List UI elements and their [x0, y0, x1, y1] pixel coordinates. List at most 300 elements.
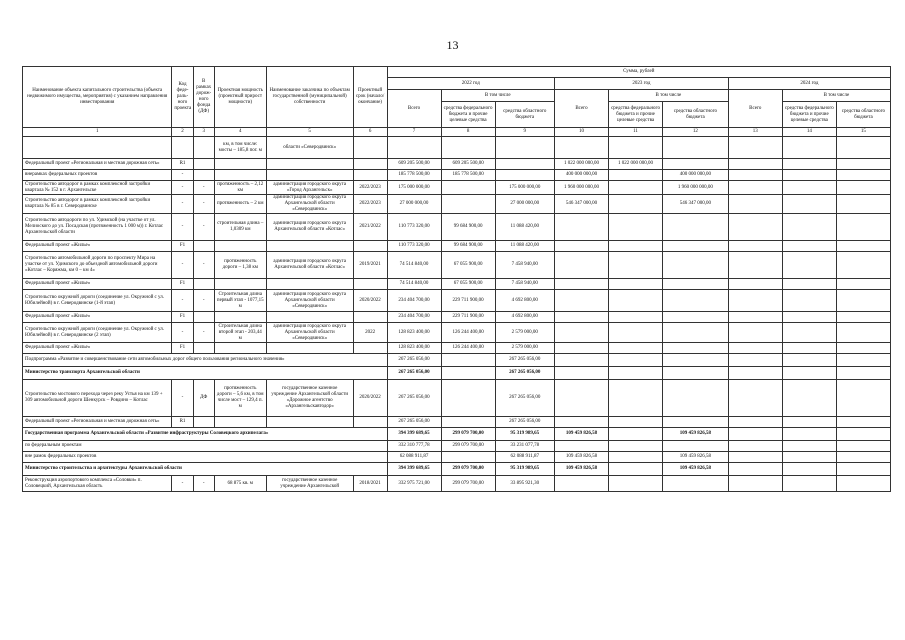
amount-t23 — [554, 241, 608, 252]
row-title: Государственная программа Архангельской области «Развитие инфраструктуры Соловецкого архипелага» — [23, 428, 388, 441]
amount-r22: 175 000 000,00 — [495, 181, 554, 195]
object-name: Федеральный проект «Жилье» — [23, 241, 172, 252]
amount-f22: 126 244 400,00 — [441, 343, 495, 354]
amount-r24 — [836, 214, 890, 241]
amount-r24 — [836, 441, 890, 452]
header-regional: средства областного бюджета — [663, 102, 729, 128]
amount-r23 — [663, 159, 729, 170]
amount-r23: 109 459 826,58 — [663, 463, 729, 476]
amount-r22 — [495, 170, 554, 181]
table-row — [23, 241, 891, 252]
customer: администрация городского округа Архангельской области «Северодвинск» — [266, 323, 353, 343]
table-row — [23, 137, 891, 159]
column-number: 11 — [609, 128, 663, 137]
amount-t23 — [554, 279, 608, 290]
amount-r23 — [663, 279, 729, 290]
capacity: строительная длина – 1,0309 км — [214, 214, 266, 241]
road-fund-mark — [193, 137, 214, 159]
road-fund-mark: - — [193, 476, 214, 492]
amount-f24 — [782, 463, 836, 476]
road-fund-mark — [193, 417, 214, 428]
amount-r24 — [836, 195, 890, 214]
design-period — [353, 279, 387, 290]
amount-t22: 609 205 500,00 — [387, 159, 441, 170]
amount-f23 — [609, 367, 663, 380]
column-number: 10 — [554, 128, 608, 137]
amount-r23 — [663, 323, 729, 343]
amount-r22: 27 000 000,00 — [495, 195, 554, 214]
table-row — [23, 343, 891, 354]
road-fund-mark: - — [193, 195, 214, 214]
amount-r24 — [836, 428, 890, 441]
design-period: 2020/2022 — [353, 290, 387, 312]
project-code: - — [172, 323, 193, 343]
amount-t24 — [728, 252, 782, 279]
row-title: Министерство транспорта Архангельской области — [23, 367, 388, 380]
amount-f22 — [441, 417, 495, 428]
header-capacity: Проектная мощность (проектный прирост мощности) — [214, 67, 266, 128]
header-total: Всего — [387, 90, 441, 128]
amount-r23: 400 000 000,00 — [663, 170, 729, 181]
capacity: 68 875 кв. м — [214, 476, 266, 492]
row-title: Подпрограмма «Развитие и совершенствование сети автомобильных дорог общего пользования регионального значения» — [23, 354, 388, 367]
object-name: Строительство окружной дороги (соединение ул. Окружной с ул. Юбилейной) в г. Северодвинске (2 этап) — [23, 323, 172, 343]
amount-t24 — [728, 323, 782, 343]
capacity — [214, 241, 266, 252]
road-fund-mark: ДФ — [193, 380, 214, 417]
column-number: 14 — [782, 128, 836, 137]
customer — [266, 279, 353, 290]
header-owner: Наименование заказчика по объектам государственной (муниципальной) собственности — [266, 67, 353, 128]
amount-t22: 74 514 840,00 — [387, 279, 441, 290]
amount-f23 — [609, 195, 663, 214]
project-code: F1 — [172, 241, 193, 252]
amount-r24 — [836, 343, 890, 354]
road-fund-mark — [193, 279, 214, 290]
amount-r24 — [836, 380, 890, 417]
project-code: - — [172, 252, 193, 279]
table-row — [23, 452, 891, 463]
column-number: 13 — [728, 128, 782, 137]
design-period: 2022/2023 — [353, 195, 387, 214]
amount-f24 — [782, 367, 836, 380]
design-period: 2022/2023 — [353, 181, 387, 195]
amount-f24 — [782, 241, 836, 252]
row-title: по федеральным проектам — [23, 441, 388, 452]
amount-f24 — [782, 323, 836, 343]
amount-f22: 229 711 900,00 — [441, 290, 495, 312]
capacity — [214, 170, 266, 181]
amount-f22 — [441, 181, 495, 195]
design-period — [353, 417, 387, 428]
amount-f24 — [782, 159, 836, 170]
table-row — [23, 252, 891, 279]
amount-r22 — [495, 137, 554, 159]
amount-f24 — [782, 290, 836, 312]
amount-r23 — [663, 367, 729, 380]
header-year-2022: 2022 год — [387, 78, 554, 90]
column-number: 3 — [193, 128, 214, 137]
object-name: Федеральный проект «Жилье» — [23, 279, 172, 290]
amount-r23 — [663, 417, 729, 428]
project-code: F1 — [172, 343, 193, 354]
object-name: Федеральный проект «Региональная и местная дорожная сеть» — [23, 159, 172, 170]
object-name: Реконструкция аэропортового комплекса «Соловки» п. Соловецкий, Архангельская область — [23, 476, 172, 492]
amount-r24 — [836, 181, 890, 195]
amount-t22: 267 265 056,00 — [387, 354, 441, 367]
amount-r22: 11 088 420,00 — [495, 241, 554, 252]
customer: администрация городского округа Архангельской области «Северодвинск» — [266, 290, 353, 312]
customer — [266, 343, 353, 354]
amount-t23: 109 459 826,58 — [554, 463, 608, 476]
amount-r24 — [836, 354, 890, 367]
amount-f23 — [609, 214, 663, 241]
amount-f24 — [782, 181, 836, 195]
row-title: вне рамок федеральных проектов — [23, 452, 388, 463]
amount-t23 — [554, 343, 608, 354]
table-row — [23, 214, 891, 241]
project-code: - — [172, 170, 193, 181]
object-name: Федеральный проект «Региональная и местная дорожная сеть» — [23, 417, 172, 428]
amount-r24 — [836, 463, 890, 476]
amount-f22: 99 684 900,00 — [441, 214, 495, 241]
amount-t23 — [554, 137, 608, 159]
amount-f23 — [609, 463, 663, 476]
amount-t23 — [554, 367, 608, 380]
amount-r24 — [836, 241, 890, 252]
design-period — [353, 159, 387, 170]
header-federal: средства федерального бюджета и прочие целевые средства — [609, 102, 663, 128]
object-name: Федеральный проект «Жилье» — [23, 343, 172, 354]
amount-r24 — [836, 367, 890, 380]
project-code: - — [172, 290, 193, 312]
column-number: 2 — [172, 128, 193, 137]
amount-f22: 67 055 900,00 — [441, 252, 495, 279]
amount-t22: 267 265 056,00 — [387, 367, 441, 380]
amount-f23 — [609, 279, 663, 290]
capacity: км, в том числе: мосты – 185,8 пог. м — [214, 137, 266, 159]
road-fund-mark: - — [193, 214, 214, 241]
header-incl: В том числе — [441, 90, 554, 102]
object-name: Строительство автомобильной дороги по проспекту Мира на участке от ул. Удимского до объездной автомобильной дороги «Котлас – Коряжма, км 0 – км 4» — [23, 252, 172, 279]
amount-r22: 267 265 056,00 — [495, 367, 554, 380]
amount-f23 — [609, 441, 663, 452]
capacity — [214, 417, 266, 428]
design-period: 2021/2022 — [353, 214, 387, 241]
amount-t24 — [728, 463, 782, 476]
design-period — [353, 312, 387, 323]
header-incl: В том числе — [782, 90, 890, 102]
project-code: F1 — [172, 279, 193, 290]
amount-r24 — [836, 312, 890, 323]
capacity — [214, 159, 266, 170]
amount-f23 — [609, 343, 663, 354]
amount-t24 — [728, 354, 782, 367]
amount-r22: 2 579 000,00 — [495, 343, 554, 354]
header-total: Всего — [554, 90, 608, 128]
design-period: 2022 — [353, 323, 387, 343]
road-fund-mark — [193, 312, 214, 323]
header-federal: средства федерального бюджета и прочие целевые средства — [441, 102, 495, 128]
amount-f23 — [609, 252, 663, 279]
investment-table — [22, 66, 891, 492]
amount-t22: 394 399 689,65 — [387, 463, 441, 476]
amount-f24 — [782, 312, 836, 323]
amount-t23 — [554, 214, 608, 241]
header-code: Код феде-раль-ного проекта — [172, 67, 193, 128]
amount-f23 — [609, 181, 663, 195]
amount-t23 — [554, 252, 608, 279]
amount-r24 — [836, 252, 890, 279]
amount-t24 — [728, 380, 782, 417]
amount-t23 — [554, 417, 608, 428]
table-row — [23, 463, 891, 476]
column-number: 1 — [23, 128, 172, 137]
amount-f23 — [609, 380, 663, 417]
amount-r23: 109 459 826,58 — [663, 452, 729, 463]
amount-f22: 229 711 900,00 — [441, 312, 495, 323]
amount-t23: 109 459 826,58 — [554, 428, 608, 441]
amount-f23: 1 022 000 000,00 — [609, 159, 663, 170]
capacity: протяженность дороги – 1,38 км — [214, 252, 266, 279]
amount-r24 — [836, 417, 890, 428]
column-number: 5 — [266, 128, 353, 137]
amount-t24 — [728, 343, 782, 354]
table-row — [23, 181, 891, 195]
amount-f22 — [441, 367, 495, 380]
amount-t22: 234 404 700,00 — [387, 312, 441, 323]
capacity: протяженность – 2,12 км — [214, 181, 266, 195]
amount-t22: 110 773 320,00 — [387, 241, 441, 252]
amount-r23 — [663, 137, 729, 159]
amount-r22: 7 458 940,00 — [495, 252, 554, 279]
object-name: Строительство мостового перехода через реку Устья на км 139 + 309 автомобильной дороги Шенкурск – Ровдино – Котлас — [23, 380, 172, 417]
object-name: Строительство окружной дороги (соединение ул. Окружной с ул. Юбилейной) в г. Северодвинске (1-й этап) — [23, 290, 172, 312]
amount-f22 — [441, 195, 495, 214]
amount-r23 — [663, 312, 729, 323]
amount-r22: 11 088 420,00 — [495, 214, 554, 241]
amount-t24 — [728, 137, 782, 159]
amount-f23 — [609, 417, 663, 428]
amount-r23 — [663, 252, 729, 279]
project-code: F1 — [172, 312, 193, 323]
amount-r22: 267 265 056,00 — [495, 354, 554, 367]
amount-t22: 394 399 689,65 — [387, 428, 441, 441]
amount-r23 — [663, 380, 729, 417]
capacity: Строительная длина первый этап - 1077,15 м — [214, 290, 266, 312]
amount-t24 — [728, 279, 782, 290]
amount-r22: 267 265 056,00 — [495, 380, 554, 417]
amount-r24 — [836, 279, 890, 290]
amount-f24 — [782, 170, 836, 181]
header-regional: средства областного бюджета — [836, 102, 890, 128]
design-period: 2019/2021 — [353, 252, 387, 279]
amount-t24 — [728, 195, 782, 214]
amount-r24 — [836, 476, 890, 492]
amount-f24 — [782, 452, 836, 463]
road-fund-mark: - — [193, 252, 214, 279]
amount-r23 — [663, 441, 729, 452]
table-row — [23, 159, 891, 170]
amount-f24 — [782, 476, 836, 492]
customer: администрация городского округа Архангельской области «Северодвинск» — [266, 195, 353, 214]
customer — [266, 159, 353, 170]
amount-r22: 267 265 056,00 — [495, 417, 554, 428]
amount-f22: 299 079 700,00 — [441, 463, 495, 476]
object-name: Федеральный проект «Жилье» — [23, 312, 172, 323]
amount-f23 — [609, 452, 663, 463]
amount-f23 — [609, 137, 663, 159]
road-fund-mark — [193, 170, 214, 181]
amount-t24 — [728, 241, 782, 252]
amount-t23: 546 347 000,00 — [554, 195, 608, 214]
amount-r22: 33 231 077,78 — [495, 441, 554, 452]
amount-t23 — [554, 354, 608, 367]
capacity: Строительная длина второй этап - 203,44 м — [214, 323, 266, 343]
header-amount: Сумма, рублей — [387, 67, 890, 78]
capacity: протяженность – 2 км — [214, 195, 266, 214]
amount-r22: 33 895 921,30 — [495, 476, 554, 492]
amount-f24 — [782, 380, 836, 417]
amount-t23: 1 022 000 000,00 — [554, 159, 608, 170]
amount-f22: 609 205 500,00 — [441, 159, 495, 170]
table-row — [23, 441, 891, 452]
amount-t24 — [728, 367, 782, 380]
object-name: Строительство автодороги по ул. Удимской (на участке от ул. Мелиоского до ул. Посадская (протяженность 1 000 м)) г. Котлас Архангельской области — [23, 214, 172, 241]
design-period: 2020/2022 — [353, 380, 387, 417]
amount-t23: 1 960 000 000,00 — [554, 181, 608, 195]
amount-r23 — [663, 354, 729, 367]
amount-t23: 400 000 000,00 — [554, 170, 608, 181]
amount-r23: 546 347 000,00 — [663, 195, 729, 214]
amount-t23 — [554, 380, 608, 417]
amount-f22: 299 079 700,00 — [441, 428, 495, 441]
amount-r22: 4 692 800,00 — [495, 290, 554, 312]
amount-f24 — [782, 428, 836, 441]
customer: государственное казенное учреждение Архангельской области «Дорожное агентство «Архангельскавтодор» — [266, 380, 353, 417]
amount-f22: 299 079 700,00 — [441, 476, 495, 492]
road-fund-mark: - — [193, 181, 214, 195]
header-regional: средства областного бюджета — [495, 102, 554, 128]
capacity — [214, 312, 266, 323]
amount-t22: 267 265 056,00 — [387, 380, 441, 417]
amount-f24 — [782, 214, 836, 241]
customer: государственное казенное учреждение Архангельской — [266, 476, 353, 492]
amount-f22: 299 079 700,00 — [441, 441, 495, 452]
table-row — [23, 170, 891, 181]
amount-r23 — [663, 476, 729, 492]
customer — [266, 417, 353, 428]
amount-f24 — [782, 343, 836, 354]
amount-t23 — [554, 476, 608, 492]
table-row — [23, 195, 891, 214]
project-code: R1 — [172, 159, 193, 170]
design-period: 2018/2021 — [353, 476, 387, 492]
customer: области «Северодвинск» — [266, 137, 353, 159]
amount-r24 — [836, 137, 890, 159]
amount-f23 — [609, 476, 663, 492]
amount-t23 — [554, 312, 608, 323]
header-name: Наименование объекта капитального строительства (объекта недвижимого имущества, мероприятия) с указанием направления инвестирования — [23, 67, 172, 128]
amount-r24 — [836, 159, 890, 170]
amount-t23 — [554, 290, 608, 312]
amount-r22 — [495, 159, 554, 170]
amount-r24 — [836, 170, 890, 181]
design-period — [353, 137, 387, 159]
project-code: - — [172, 476, 193, 492]
road-fund-mark: - — [193, 290, 214, 312]
header-period: Проектный срок (начало/окончание) — [353, 67, 387, 128]
amount-r22: 7 458 940,00 — [495, 279, 554, 290]
design-period — [353, 241, 387, 252]
page-number: 13 — [446, 38, 459, 52]
customer — [266, 312, 353, 323]
amount-f22 — [441, 137, 495, 159]
column-number: 7 — [387, 128, 441, 137]
amount-t24 — [728, 476, 782, 492]
amount-t24 — [728, 417, 782, 428]
amount-f22: 185 778 500,00 — [441, 170, 495, 181]
amount-t24 — [728, 214, 782, 241]
amount-t24 — [728, 441, 782, 452]
amount-r24 — [836, 290, 890, 312]
project-code: - — [172, 214, 193, 241]
amount-f23 — [609, 241, 663, 252]
amount-r23: 1 960 000 000,00 — [663, 181, 729, 195]
design-period — [353, 170, 387, 181]
amount-r23 — [663, 241, 729, 252]
amount-t22: 175 000 000,00 — [387, 181, 441, 195]
column-number: 4 — [214, 128, 266, 137]
column-number: 9 — [495, 128, 554, 137]
amount-f23 — [609, 428, 663, 441]
amount-t24 — [728, 312, 782, 323]
amount-f22 — [441, 452, 495, 463]
header-road-fund: В рамках дорож-ного фонда (ДФ) — [193, 67, 214, 128]
column-number: 6 — [353, 128, 387, 137]
header-total: Всего — [728, 90, 782, 128]
amount-r22: 95 319 989,65 — [495, 463, 554, 476]
project-code: R1 — [172, 417, 193, 428]
project-code: - — [172, 181, 193, 195]
design-period — [353, 343, 387, 354]
amount-r23 — [663, 214, 729, 241]
road-fund-mark — [193, 343, 214, 354]
table-row — [23, 380, 891, 417]
road-fund-mark: - — [193, 323, 214, 343]
amount-f23 — [609, 312, 663, 323]
amount-f23 — [609, 323, 663, 343]
amount-t22: 185 778 500,00 — [387, 170, 441, 181]
object-name: Строительство автодорог в рамках комплексной застройки квартала № 152 в г. Архангельске — [23, 181, 172, 195]
table-row — [23, 279, 891, 290]
amount-t22: 128 823 400,00 — [387, 323, 441, 343]
amount-r22: 95 319 989,65 — [495, 428, 554, 441]
amount-t22: 27 000 000,00 — [387, 195, 441, 214]
amount-r22: 4 692 800,00 — [495, 312, 554, 323]
amount-t23 — [554, 441, 608, 452]
amount-r22: 62 088 911,87 — [495, 452, 554, 463]
table-row — [23, 476, 891, 492]
column-number: 12 — [663, 128, 729, 137]
road-fund-mark — [193, 159, 214, 170]
amount-t22: 110 773 320,00 — [387, 214, 441, 241]
table-row — [23, 312, 891, 323]
amount-t22: 128 823 400,00 — [387, 343, 441, 354]
header-federal: средства федерального бюджета и прочие целевые средства — [782, 102, 836, 128]
amount-t22: 332 310 777,78 — [387, 441, 441, 452]
amount-f23 — [609, 170, 663, 181]
